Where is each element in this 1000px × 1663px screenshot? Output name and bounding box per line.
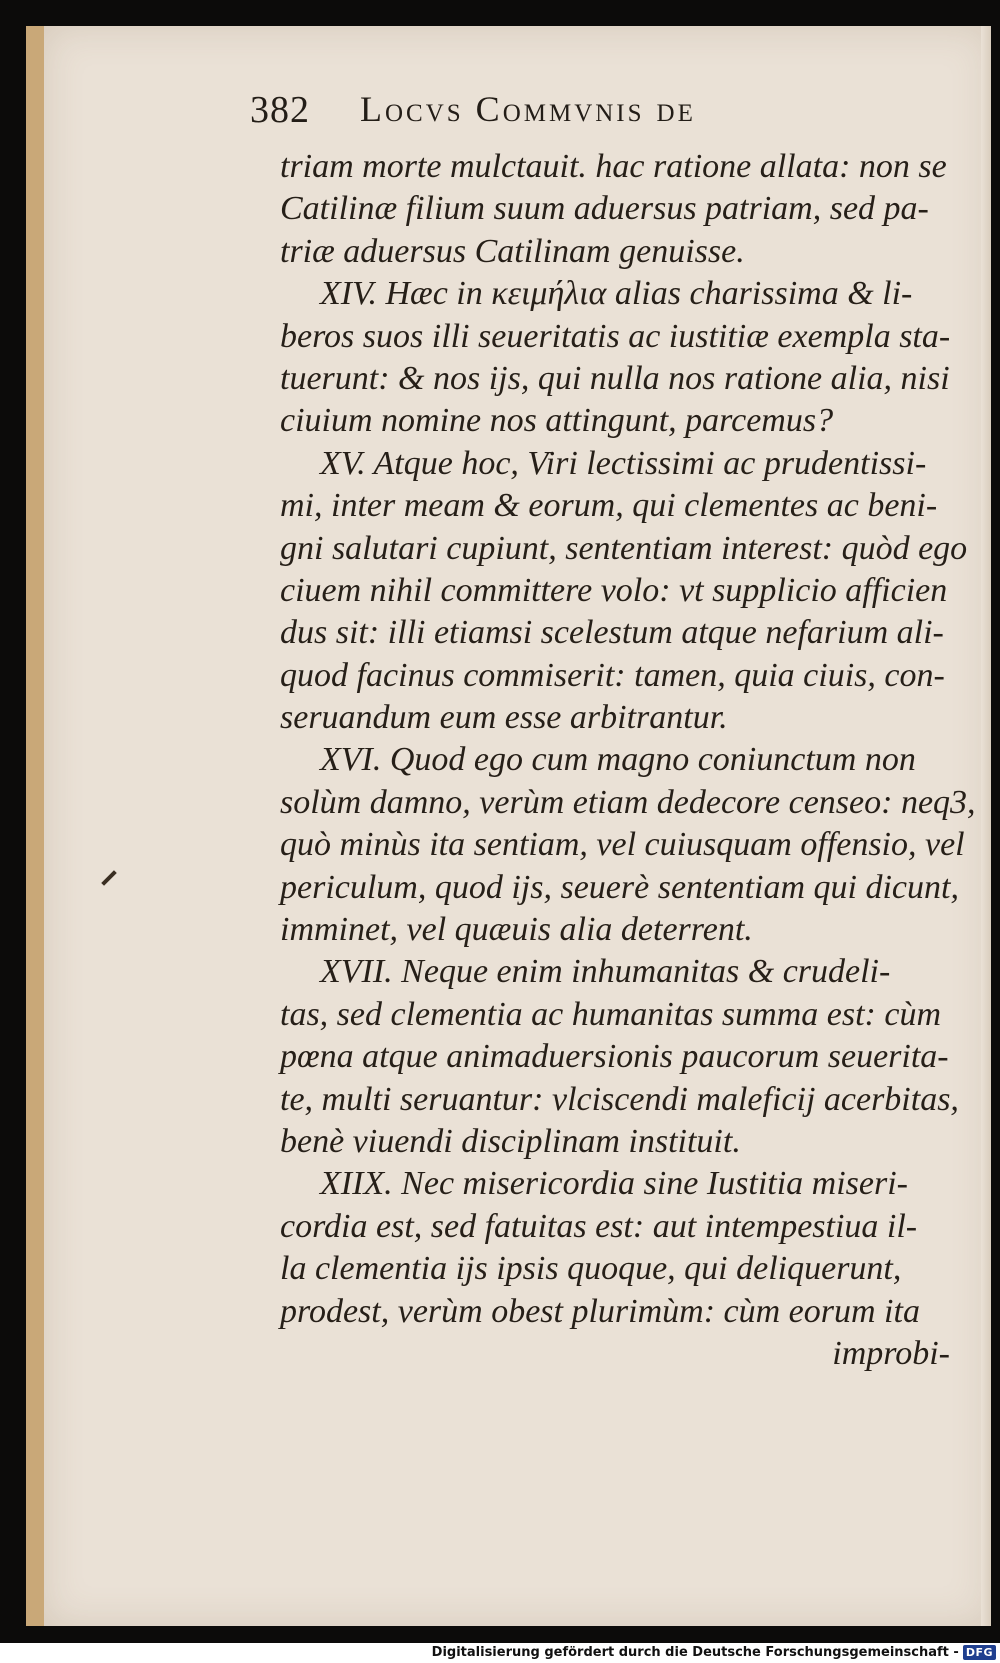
catchword: improbi- [832, 1334, 950, 1372]
paragraph-start-xv: XV. Atque hoc, Viri lectissimi ac prudentissi- [320, 444, 927, 482]
text-line: gni salutari cupiunt, sententiam interest: quòd ego [280, 529, 968, 567]
text-line: imminet, vel quæuis alia deterrent. [280, 911, 753, 949]
page-number: 382 [250, 89, 310, 131]
text-line: pœna atque animaduersionis paucorum seuerita- [280, 1038, 949, 1076]
credit-text: Digitalisierung gefördert durch die Deutsche Forschungsgemeinschaft - [431, 1644, 959, 1660]
paragraph-start-xvii: XVII. Neque enim inhumanitas & crudeli- [320, 953, 891, 991]
text-line: quò minùs ita sentiam, vel cuiusquam offensio, vel [280, 826, 965, 864]
text-line: ciuem nihil committere volo: vt supplicio afficien [280, 571, 948, 609]
body-text [280, 146, 976, 1375]
page-header [250, 84, 930, 144]
text-line: triam morte mulctauit. hac ratione allata: non se [280, 148, 947, 185]
text-line: te, multi seruantur: vlciscendi maleficij acerbitas, [280, 1080, 959, 1118]
dfg-logo-icon: DFG [963, 1645, 996, 1660]
digitization-credit [432, 1643, 996, 1661]
text-line: solùm damno, verùm etiam dedecore censeo: neq3, [280, 783, 976, 821]
text-line: dus sit: illi etiamsi scelestum atque nefarium ali- [280, 614, 944, 652]
paragraph-start-xiix: XIIX. Nec misericordia sine Iustitia miseri- [320, 1165, 908, 1203]
text-line: Catilinæ filium suum aduersus patriam, sed pa- [280, 190, 929, 228]
paragraph-start-xvi: XVI. Quod ego cum magno coniunctum non [320, 741, 916, 779]
text-line: seruandum eum esse arbitrantur. [280, 699, 728, 737]
text-line: beros suos illi seueritatis ac iustitiæ exempla sta- [280, 317, 951, 355]
text-line: tas, sed clementia ac humanitas summa est: cùm [280, 995, 942, 1033]
page-edge-shadow [981, 26, 991, 1626]
text-line: ciuium nomine nos attingunt, parcemus? [280, 402, 834, 440]
text-line: prodest, verùm obest plurimùm: cùm eorum ita [280, 1292, 920, 1330]
text-line: la clementia ijs ipsis quoque, qui deliquerunt, [280, 1250, 902, 1288]
text-line: triæ aduersus Catilinam genuisse. [280, 232, 745, 270]
text-line: benè viuendi disciplinam instituit. [280, 1122, 741, 1160]
running-title: Locvs Commvnis de [360, 89, 696, 129]
text-line: quod facinus commiserit: tamen, quia ciuis, con- [280, 656, 945, 694]
text-line: cordia est, sed fatuitas est: aut intempestiua il- [280, 1207, 918, 1245]
text-line: mi, inter meam & eorum, qui clementes ac beni- [280, 487, 938, 525]
text-line: periculum, quod ijs, seuerè sententiam qui dicunt, [280, 868, 959, 906]
paragraph-start-xiv: XIV. Hæc in κειμήλια alias charissima & li- [320, 275, 913, 313]
text-line: tuerunt: & nos ijs, qui nulla nos ratione alia, nisi [280, 359, 950, 397]
